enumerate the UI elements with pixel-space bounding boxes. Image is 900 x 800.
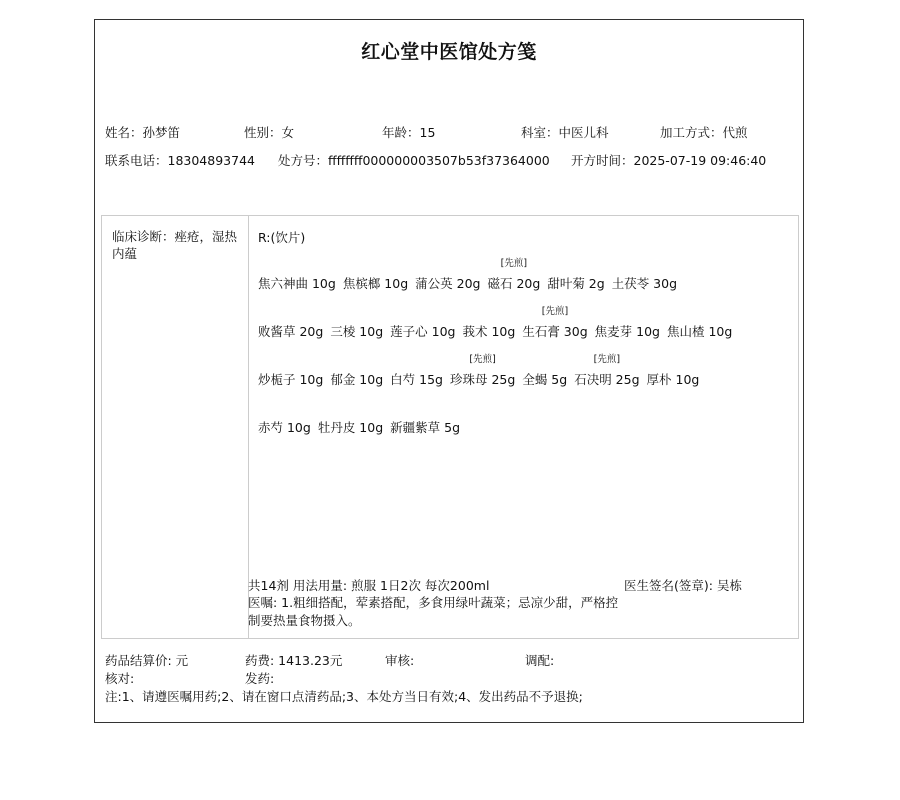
column-divider bbox=[248, 216, 249, 638]
herb-item bbox=[258, 418, 311, 436]
herb-item bbox=[318, 418, 383, 436]
herb-text: 全蝎 5g bbox=[522, 372, 568, 387]
herb-row bbox=[258, 354, 706, 388]
clinical-diagnosis: 临床诊断：痤疮，湿热内蕴 bbox=[112, 229, 238, 261]
herb-text: 莪术 10g bbox=[462, 324, 516, 339]
decoction-note: [先煎] bbox=[469, 354, 496, 365]
phone-number: 联系电话：18304893744 bbox=[105, 153, 255, 168]
processing-method: 加工方式：代煎 bbox=[660, 125, 748, 140]
doctor-signature: 医生签名(签章): 吴栋 bbox=[624, 578, 742, 593]
herb-text: 郁金 10g bbox=[330, 372, 384, 387]
patient-age: 年龄：15 bbox=[382, 125, 436, 140]
herb-item bbox=[547, 274, 604, 292]
herb-text: 白芍 15g bbox=[390, 372, 443, 387]
notice-text: 注:1、请遵医嘱用药;2、请在窗口点清药品;3、本处方当日有效;4、发出药品不予退换; bbox=[105, 689, 583, 704]
herb-text: 败酱草 20g bbox=[258, 324, 324, 339]
issue-field: 发药: bbox=[245, 671, 275, 686]
herb-item bbox=[390, 370, 443, 388]
herb-text: 焦山楂 10g bbox=[666, 324, 733, 339]
herb-text: 珍珠母 25g bbox=[449, 372, 516, 387]
herb-item bbox=[522, 306, 588, 340]
herb-item bbox=[667, 322, 732, 340]
herb-item bbox=[415, 274, 480, 292]
herb-text: 三棱 10g bbox=[330, 324, 384, 339]
herb-text: 土茯苓 30g bbox=[611, 276, 678, 291]
herb-item bbox=[449, 354, 516, 388]
patient-gender: 性别：女 bbox=[244, 125, 295, 140]
herb-text: 厚朴 10g bbox=[646, 372, 700, 387]
prescription-time: 开方时间：2025-07-19 09:46:40 bbox=[571, 153, 767, 168]
herb-text: 新疆紫草 5g bbox=[390, 420, 461, 435]
herb-item bbox=[462, 322, 515, 340]
herb-row bbox=[258, 418, 467, 436]
settlement-price: 药品结算价: 元 bbox=[105, 653, 189, 668]
herb-item bbox=[258, 322, 323, 340]
decoction-note: [先煎] bbox=[541, 306, 569, 317]
herb-text: 石决明 25g bbox=[574, 372, 640, 387]
herb-item bbox=[330, 370, 383, 388]
drug-fee: 药费: 1413.23元 bbox=[245, 653, 343, 668]
decoction-note: [先煎] bbox=[500, 258, 528, 269]
page-title: 红心堂中医馆处方笺 bbox=[361, 41, 537, 63]
prescription-body bbox=[101, 215, 799, 639]
herb-item bbox=[522, 370, 567, 388]
herb-item bbox=[330, 322, 383, 340]
herb-item bbox=[612, 274, 677, 292]
herb-item bbox=[574, 354, 640, 388]
herb-item bbox=[595, 322, 660, 340]
herb-row bbox=[258, 306, 739, 340]
decoction-note: [先煎] bbox=[593, 354, 621, 365]
herb-item bbox=[647, 370, 700, 388]
prescription-number: 处方号：ffffffff000000003507b53f37364000 bbox=[278, 153, 550, 168]
prescription-sheet bbox=[94, 19, 804, 723]
herb-text: 蒲公英 20g bbox=[415, 276, 481, 291]
herb-item bbox=[487, 258, 541, 292]
dispense-field: 调配: bbox=[525, 653, 555, 668]
herb-text: 炒栀子 10g bbox=[258, 372, 324, 387]
herb-text: 莲子心 10g bbox=[390, 324, 456, 339]
herb-item bbox=[343, 274, 408, 292]
herb-text: 焦六神曲 10g bbox=[258, 276, 336, 291]
rx-label: R:(饮片) bbox=[258, 230, 306, 245]
check-field: 核对: bbox=[105, 671, 135, 686]
herb-row bbox=[258, 258, 684, 292]
herb-item bbox=[390, 322, 455, 340]
herb-text: 磁石 20g bbox=[487, 276, 541, 291]
herb-text: 牡丹皮 10g bbox=[317, 420, 384, 435]
herb-item bbox=[258, 370, 323, 388]
review-field: 审核: bbox=[385, 653, 415, 668]
herb-item bbox=[390, 418, 460, 436]
doctor-advice: 医嘱: 1.粗细搭配，荤素搭配，多食用绿叶蔬菜；忌凉少甜，严格控制要热量食物摄入。 bbox=[248, 595, 619, 628]
herb-text: 焦麦芽 10g bbox=[594, 324, 660, 339]
herb-text: 甜叶菊 2g bbox=[547, 276, 605, 291]
herb-item bbox=[258, 274, 336, 292]
herb-text: 赤芍 10g bbox=[258, 420, 311, 435]
department: 科室：中医儿科 bbox=[521, 125, 609, 140]
patient-name: 姓名：孙梦笛 bbox=[105, 125, 181, 140]
herb-text: 焦槟榔 10g bbox=[342, 276, 409, 291]
usage-instructions: 共14剂 用法用量: 煎服 1日2次 每次200ml bbox=[248, 578, 490, 593]
herb-text: 生石膏 30g bbox=[522, 324, 588, 339]
